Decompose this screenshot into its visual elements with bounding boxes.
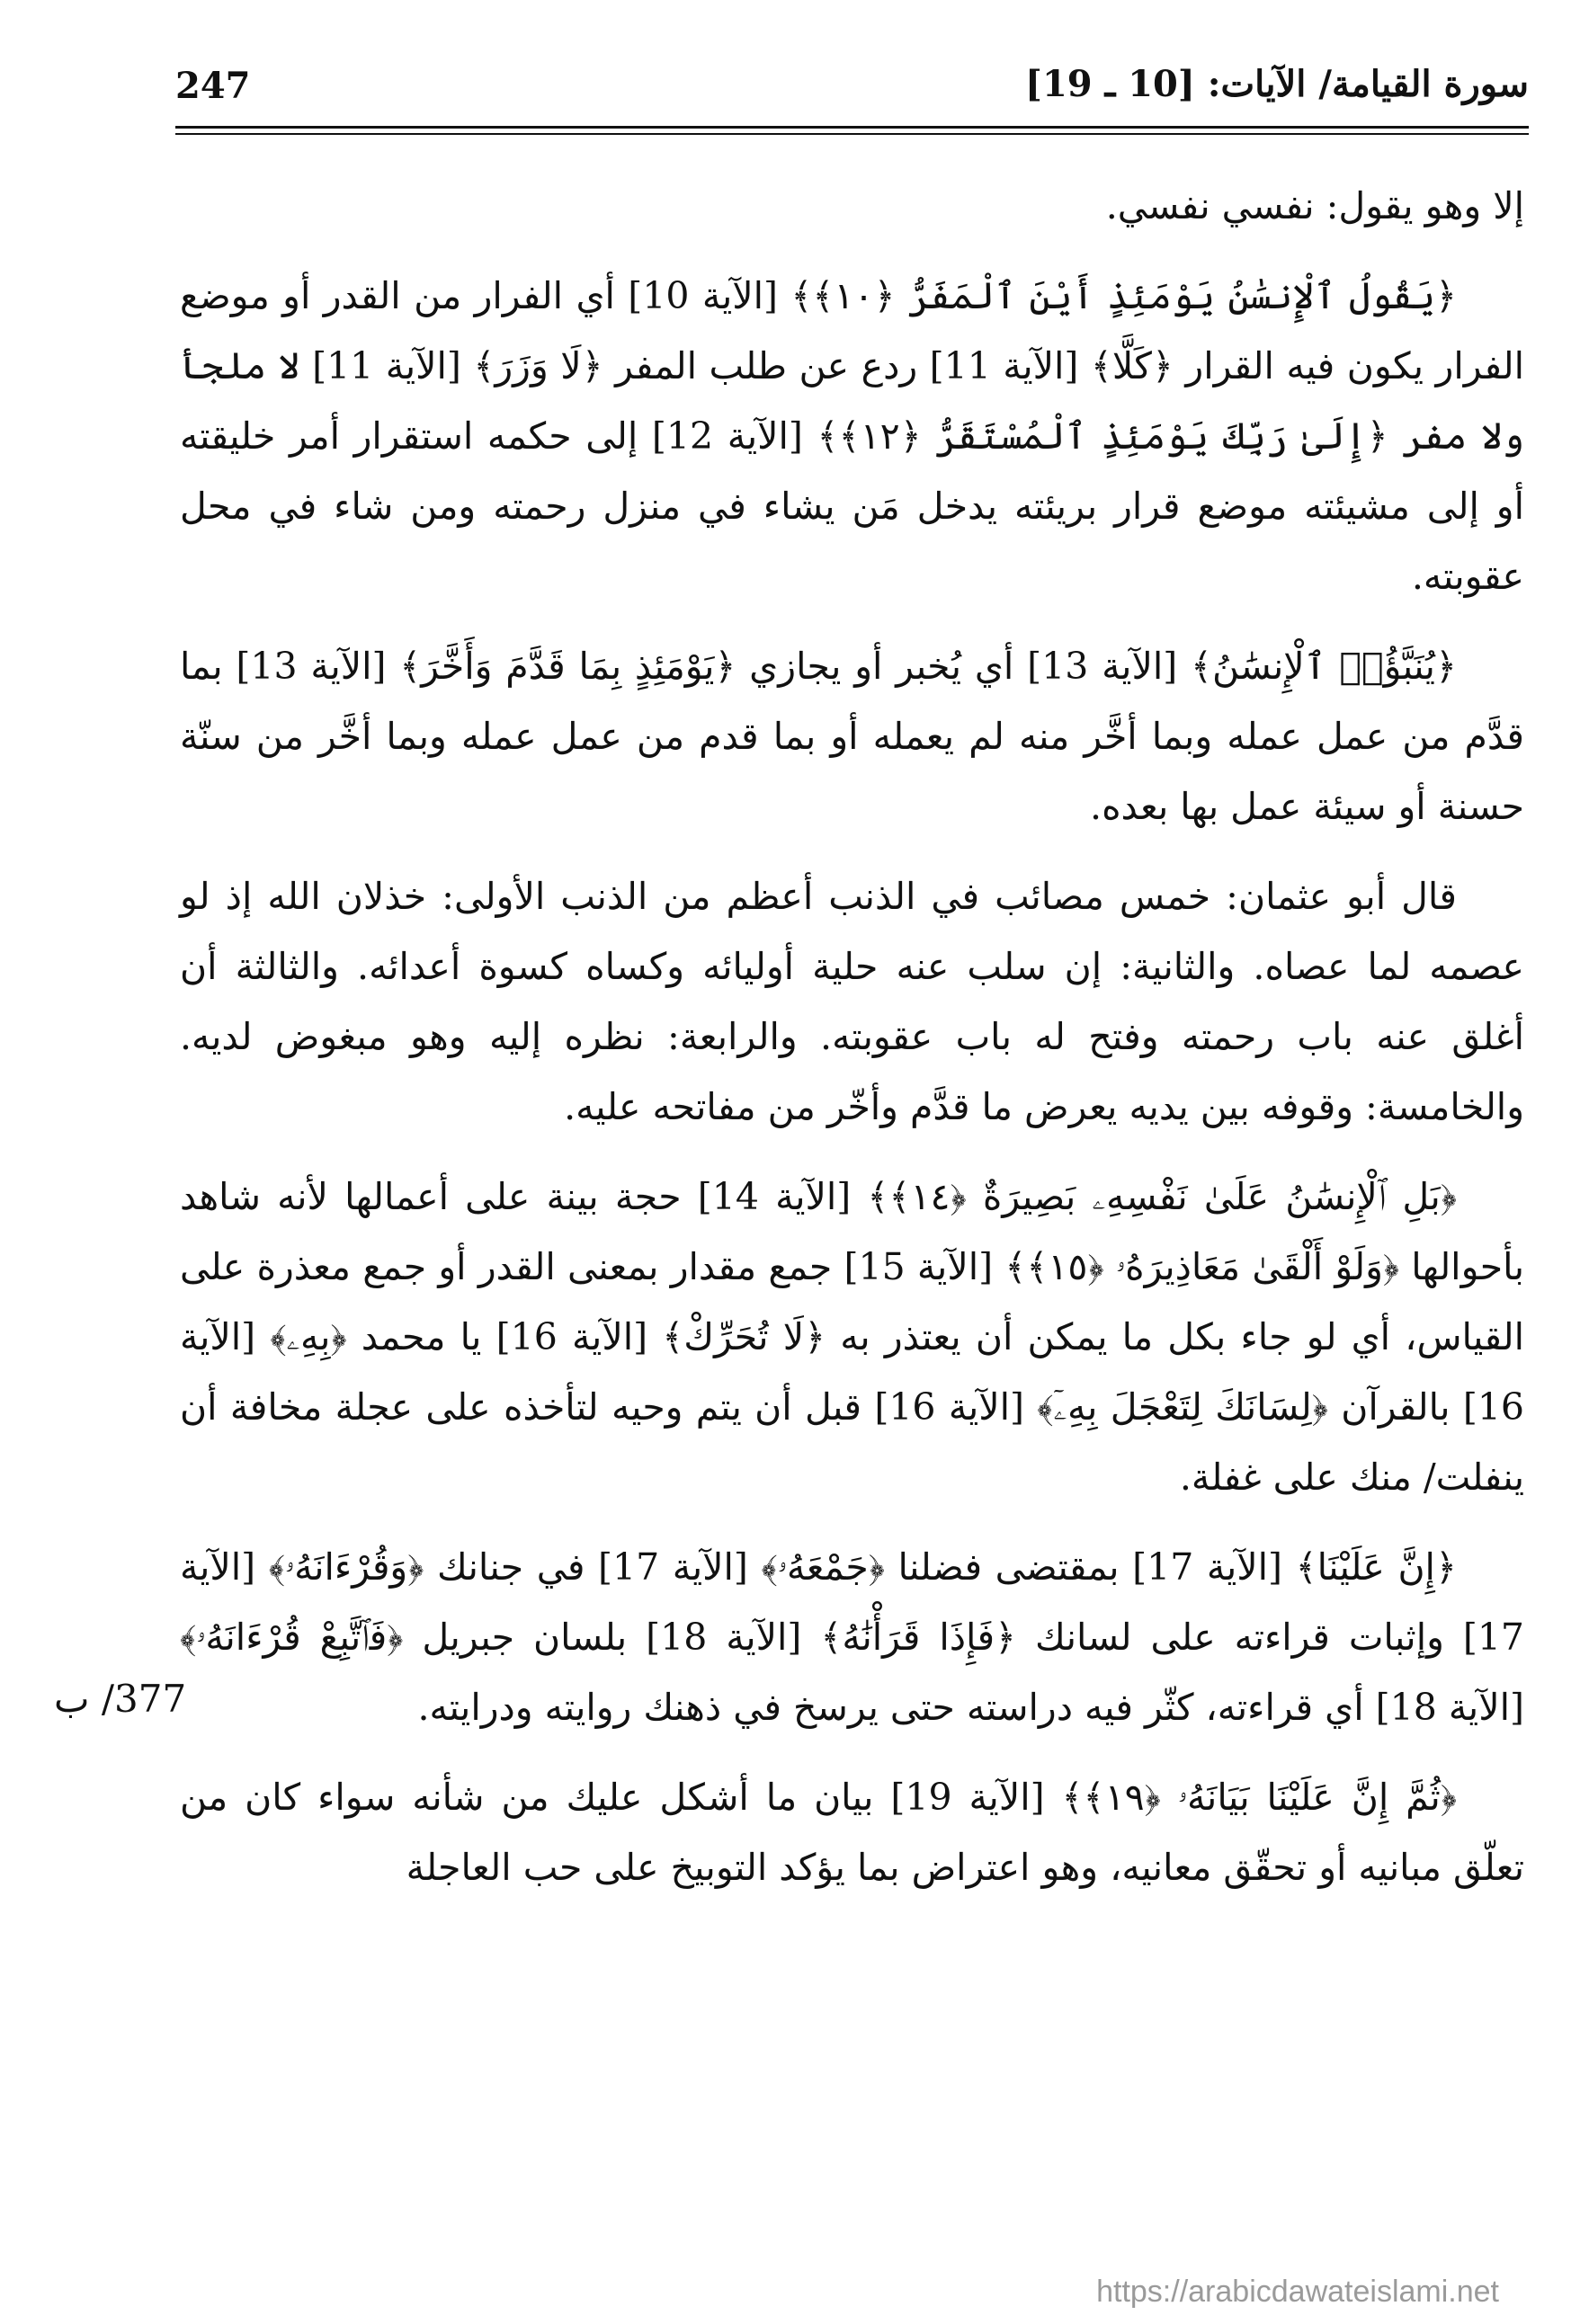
watermark-url: https://arabicdawateislami.net	[1096, 2275, 1499, 2309]
page-header	[175, 63, 1529, 128]
paragraph-7: ﴿ثُمَّ إِنَّ عَلَيْنَا بَيَانَهُۥ ﴿١٩﴾﴾ [الآية 19] بيان ما أشكل عليك من شأنه سواء كان من تعلّق مبانيه أو تحقّق معانيه، وهو اعتراض بما يؤكد التوبيخ على حب العاجلة	[180, 1776, 1524, 1889]
page-number: 247	[175, 65, 251, 107]
paragraph-6: ﴿إِنَّ عَلَيْنَا﴾ [الآية 17] بمقتضى فضلنا ﴿جَمْعَهُۥ﴾ [الآية 17] في جنانك ﴿وَقُرْءَانَهُۥ﴾ [الآية 17] وإثبات قراءته على لسانك ﴿فَإِذَا قَرَأْنَٰهُ﴾ [الآية 18] بلسان جبريل ﴿فَٱتَّبِعْ قُرْءَانَهُۥ﴾ [الآية 18] أي قراءته، كثّر فيه دراسته حتى يرسخ في ذهنك روايته ودرايته.	[180, 1545, 1525, 1729]
paragraph-3: ﴿يُنَبَّؤُا۟ ٱلْإِنسَٰنُ﴾ [الآية 13] أي يُخبر أو يجازي ﴿يَوْمَئِذٍ بِمَا قَدَّمَ وَأَخَّرَ﴾ [الآية 13] بما قدَّم من عمل عمله وبما أخَّر منه لم يعمله أو بما قدم من عمل عمله وبما أخَّر من سنّة حسنة أو سيئة عمل بها بعده.	[180, 645, 1524, 828]
manuscript-folio-note: 377/ ب	[54, 1677, 187, 1721]
header-rule	[175, 126, 1529, 129]
paragraph-2: ﴿يَقُولُ ٱلْإِنسَٰنُ يَوْمَئِذٍ أَيْنَ ٱلْمَفَرُّ ﴿١٠﴾﴾ [الآية 10] أي الفرار من القدر أو موضع الفرار يكون فيه القرار ﴿كَلَّا﴾ [الآية 11] ردع عن طلب المفر ﴿لَا وَزَرَ﴾ [الآية 11] لا ملجأ ولا مفر ﴿إِلَىٰ رَبِّكَ يَوْمَئِذٍ ٱلْمُسْتَقَرُّ ﴿١٢﴾﴾ [الآية 12] إلى حكمه استقرار أمر خليقته أو إلى مشيئته موضع قرار بريئته يدخل مَن يشاء في منزل رحمته ومن شاء في محل عقوبته.	[180, 274, 1524, 598]
header-rule-double	[175, 133, 1529, 135]
paragraph-4: قال أبو عثمان: خمس مصائب في الذنب أعظم من الذنب الأولى: خذلان الله إذ لو عصمه لما عصاه. والثانية: إن سلب عنه حلية أوليائه وكساه كسوة أعدائه. والثالثة أن أغلق عنه باب رحمته وفتح له باب عقوبته. والرابعة: نظره إليه وهو مبغوض لديه. والخامسة: وقوفه بين يديه يعرض ما قدَّم وأخّر من مفاتحه عليه.	[180, 875, 1524, 1128]
paragraph-5: ﴿بَلِ ٱلْإِنسَٰنُ عَلَىٰ نَفْسِهِۦ بَصِيرَةٌ ﴿١٤﴾﴾ [الآية 14] حجة بينة على أعمالها لأنه شاهد بأحوالها ﴿وَلَوْ أَلْقَىٰ مَعَاذِيرَهُۥ ﴿١٥﴾﴾ [الآية 15] جمع مقدار بمعنى القدر أو جمع معذرة على القياس، أي لو جاء بكل ما يمكن أن يعتذر به ﴿لَا تُحَرِّكْ﴾ [الآية 16] يا محمد ﴿بِهِۦ﴾ [الآية 16] بالقرآن ﴿لِسَانَكَ لِتَعْجَلَ بِهِۦٓ﴾ [الآية 16] قبل أن يتم وحيه لتأخذه على عجلة مخافة أن ينفلت/ منك على غفلة.	[180, 1175, 1525, 1499]
paragraph-1: إلا وهو يقول: نفسي نفسي.	[1105, 184, 1524, 227]
running-header-title: سورة القيامة/ الآيات: [10 ـ 19]	[1025, 63, 1529, 105]
main-text	[180, 171, 1524, 1922]
